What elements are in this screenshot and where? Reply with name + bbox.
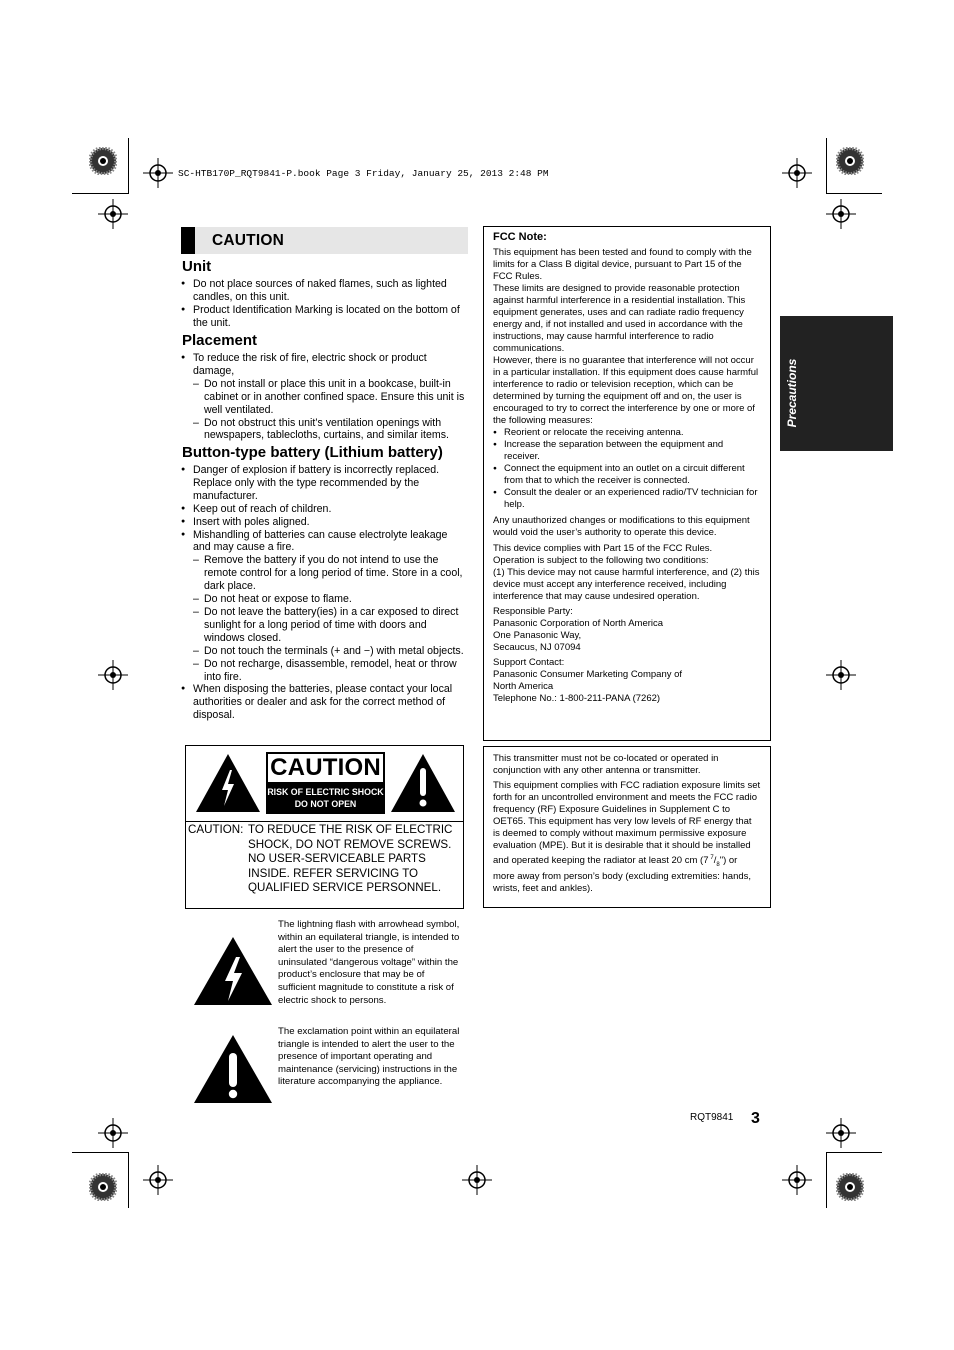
sub-list-item: – Do not obstruct this unit’s ventilation openings with newspapers, tablecloths, curtains, and similar items. <box>181 417 468 443</box>
sub-list-item: – Do not install or place this unit in a bookcase, built-in cabinet or in another confined space. Ensure this unit is well ventilated. <box>181 378 468 417</box>
support-contact-line: Panasonic Consumer Marketing Company of <box>493 669 683 680</box>
transmitter-paragraph: This transmitter must not be co-located or operated in conjunction with any other antenna or transmitter. <box>493 753 719 776</box>
risk-text <box>266 786 385 810</box>
caution-heading-bar <box>181 227 468 254</box>
list-item: ● Reorient or relocate the receiving antenna. <box>493 427 761 439</box>
sub-list-item: – Remove the battery if you do not intend to use the remote control for a long period of time. Store in a cool, dark place. <box>181 554 468 593</box>
transmitter-note-text <box>493 753 761 895</box>
battery-list <box>181 464 468 722</box>
fcc-paragraph: These limits are designed to provide reasonable protection against harmful interference in a residential installation. This equipment generates, uses and can radiate radio frequency energy and, if not installed and used in accordance with the instructions, may cause harmful interference to radio communications. <box>493 283 746 354</box>
transmitter-note-box <box>483 746 771 908</box>
exposure-text-end: ") or more away from person’s body (excluding extremities: hands, wrists, feet and ankles). <box>493 855 752 895</box>
caution-body: TO REDUCE THE RISK OF ELECTRIC SHOCK, DO NOT REMOVE SCREWS. NO USER-SERVICEABLE PARTS INSIDE. REFER SERVICING TO QUALIFIED SERVICE PERSONNEL. <box>248 823 453 894</box>
caution-label <box>185 745 464 909</box>
support-contact-line: Telephone No.: 1-800-211-PANA (7262) <box>493 693 661 704</box>
sub-list-item: – Do not leave the battery(ies) in a car exposed to direct sunlight for a long period of time with doors and windows closed. <box>181 606 468 645</box>
placement-heading: Placement <box>182 332 258 349</box>
fcc-title: FCC Note: <box>493 231 547 243</box>
lightning-explanation: The lightning flash with arrowhead symbol, within an equilateral triangle, is intended to alert the user to the presence of uninsulated “dangerous voltage” within the product’s enclosure that may be of sufficient magnitude to constitute a risk of electric shock to persons. <box>278 919 460 1006</box>
section-tab <box>780 316 893 451</box>
responsible-party-line: Panasonic Corporation of North America <box>493 618 664 629</box>
sub-list-item: – Do not heat or expose to flame. <box>181 593 468 606</box>
list-item: ● Insert with poles aligned. <box>181 516 468 529</box>
exclamation-symbol-icon <box>192 1033 274 1110</box>
starburst-mark-icon <box>836 1173 864 1206</box>
caution-lead: CAUTION: <box>188 823 244 836</box>
fcc-paragraph: Operation is subject to the following two conditions: <box>493 555 709 566</box>
lightning-triangle-icon <box>194 752 262 819</box>
list-item: ● Do not place sources of naked flames, such as lighted candles, on this unit. <box>181 278 468 304</box>
registration-mark-icon <box>98 1118 128 1148</box>
list-item: ● When disposing the batteries, please contact your local authorities or dealer and ask for the correct method of disposal. <box>181 683 468 722</box>
exclamation-triangle-icon <box>389 752 457 819</box>
battery-heading: Button-type battery (Lithium battery) <box>182 444 443 461</box>
list-item: ● Product Identification Marking is located on the bottom of the unit. <box>181 304 468 330</box>
list-item: ● Keep out of reach of children. <box>181 503 468 516</box>
registration-mark-icon <box>143 158 173 188</box>
list-item: ● Connect the equipment into an outlet on a circuit different from that to which the receiver is connected. <box>493 463 761 487</box>
caution-plate <box>266 752 385 814</box>
page-number: 3 <box>751 1110 760 1127</box>
fcc-paragraph: (1) This device may not cause harmful interference, and (2) this device must accept any interference received, including interference that may cause undesired operation. <box>493 567 760 602</box>
fcc-paragraph: This device complies with Part 15 of the FCC Rules. <box>493 543 713 554</box>
registration-mark-icon <box>98 199 128 229</box>
risk-line-2: DO NOT OPEN <box>294 799 357 809</box>
registration-mark-icon <box>462 1165 492 1195</box>
fcc-paragraph: This equipment has been tested and found to comply with the limits for a Class B digital device, pursuant to Part 15 of the FCC Rules. <box>493 247 752 282</box>
list-item: ● To reduce the risk of fire, electric shock or product damage, <box>181 352 468 378</box>
registration-mark-icon <box>98 660 128 690</box>
fcc-note-box <box>483 226 771 741</box>
unit-heading: Unit <box>182 258 212 275</box>
exclamation-explanation: The exclamation point within an equilateral triangle is intended to alert the user to the presence of important operating and maintenance (servicing) instructions in the literature accompanying the appliance. <box>278 1026 460 1088</box>
starburst-mark-icon <box>89 147 117 180</box>
registration-mark-icon <box>143 1165 173 1195</box>
exposure-paragraph: This equipment complies with FCC radiation exposure limits set forth for an uncontrolled environment and meets the FCC radio frequency (RF) Exposure Guidelines in Supplement C to OET65. This equipment has very low levels of RF energy that is deemed to comply without maximum permissive exposure evaluation (MPE). But it is desirable that it should be installed and operated keeping the radiator at least 20 cm (7 $^7/_8$") or more away from person’s body (excluding extremities: hands, wrists, feet and ankles). <box>493 780 761 895</box>
starburst-mark-icon <box>89 1173 117 1206</box>
heading-marker <box>181 227 195 254</box>
registration-mark-icon <box>826 1118 856 1148</box>
exposure-text: This equipment complies with FCC radiation exposure limits set forth for an uncontrolled environment and meets the FCC radio frequency (RF) Exposure Guidelines in Supplement C to OET65. This equipment has very low levels of RF energy that is deemed to comply without maximum permissive exposure evaluation (MPE). But it is desirable that it should be installed and operated keeping the radiator at least 20 cm (7 <box>493 780 761 867</box>
caution-heading: CAUTION <box>212 232 285 249</box>
book-slug: SC-HTB170P_RQT9841-P.book Page 3 Friday, January 25, 2013 2:48 PM <box>178 168 549 179</box>
starburst-mark-icon <box>836 147 864 180</box>
fcc-paragraph: However, there is no guarantee that interference will not occur in a particular installation. If this equipment does cause harmful interference to radio or television reception, which can be determined by turning the equipment off and on, the user is encouraged to try to correct the interference by one or more of the following measures: <box>493 355 759 426</box>
responsible-party-line: One Panasonic Way, <box>493 630 582 641</box>
sub-list-item: – Do not touch the terminals (+ and −) with metal objects. <box>181 645 468 658</box>
responsible-party-label: Responsible Party: <box>493 606 573 617</box>
list-item: ● Danger of explosion if battery is incorrectly replaced. Replace only with the type recommended by the manufacturer. <box>181 464 468 503</box>
fcc-note-text <box>493 230 761 705</box>
list-item: ● Mishandling of batteries can cause electrolyte leakage and may cause a fire. <box>181 529 468 555</box>
caution-label-graphics <box>186 746 463 822</box>
sub-list-item: – Do not recharge, disassemble, remodel, heat or throw into fire. <box>181 658 468 684</box>
fraction-numerator: 7 <box>710 855 714 861</box>
caution-word: CAUTION <box>268 754 383 782</box>
fraction-denominator: 8 <box>716 862 720 869</box>
lightning-symbol-icon <box>192 935 274 1012</box>
fcc-paragraph: Any unauthorized changes or modifications to this equipment would void the user’s authority to operate this device. <box>493 515 750 538</box>
support-contact-label: Support Contact: <box>493 657 565 668</box>
placement-list <box>181 352 468 442</box>
unit-list <box>181 278 468 330</box>
list-item: ● Consult the dealer or an experienced radio/TV technician for help. <box>493 487 761 511</box>
registration-mark-icon <box>826 660 856 690</box>
section-tab-label-wrap <box>782 346 802 446</box>
list-item: ● Increase the separation between the equipment and receiver. <box>493 439 761 463</box>
responsible-party-line: Secaucus, NJ 07094 <box>493 642 581 653</box>
support-contact-line: North America <box>493 681 554 692</box>
risk-line-1: RISK OF ELECTRIC SHOCK <box>267 787 384 797</box>
section-tab-label: Precautions <box>785 358 799 428</box>
registration-mark-icon <box>826 199 856 229</box>
registration-mark-icon <box>782 1165 812 1195</box>
page-code: RQT9841 <box>690 1112 734 1123</box>
registration-mark-icon <box>782 158 812 188</box>
